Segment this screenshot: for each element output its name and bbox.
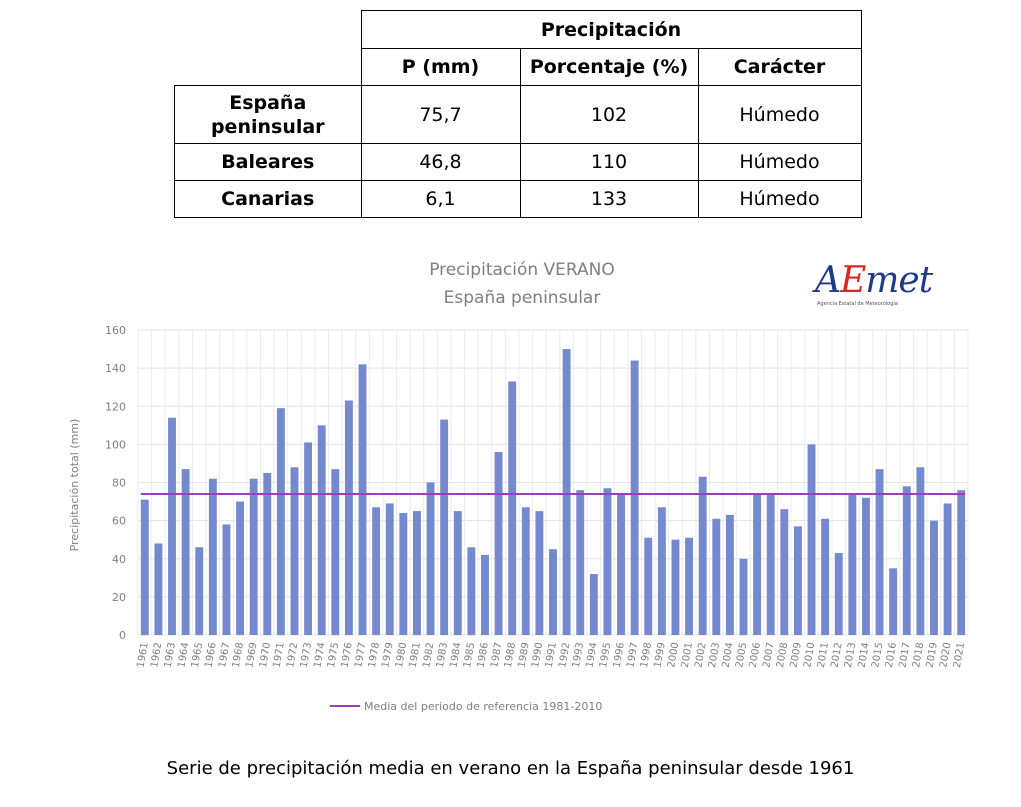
- x-tick-label: 1979: [380, 641, 396, 669]
- x-tick-label: 1998: [638, 641, 655, 669]
- x-tick-label: 2008: [775, 641, 791, 669]
- chart-title: Precipitación VERANO: [429, 260, 615, 280]
- x-tick-label: 1968: [230, 641, 247, 669]
- x-tick-label: 1966: [203, 641, 219, 669]
- table-cell-char: Húmedo: [698, 144, 861, 181]
- bar-1985: [467, 547, 475, 635]
- x-tick-label: 1964: [176, 641, 192, 669]
- bar-1968: [236, 502, 244, 635]
- summary-table: [174, 10, 862, 218]
- empty-corner-cell: [175, 11, 362, 49]
- chart-svg: [60, 250, 980, 730]
- x-tick-label: 1965: [189, 641, 206, 669]
- bar-1962: [154, 544, 162, 636]
- bar-2020: [944, 503, 952, 635]
- x-tick-label: 2005: [734, 641, 750, 669]
- y-tick-label: 160: [105, 324, 126, 337]
- bar-1982: [427, 483, 435, 636]
- bar-2007: [767, 494, 775, 635]
- x-tick-label: 1991: [543, 641, 559, 669]
- bar-1989: [522, 507, 530, 635]
- bar-1995: [603, 488, 611, 635]
- bar-1981: [413, 511, 421, 635]
- bar-1972: [291, 467, 299, 635]
- x-tick-label: 1963: [162, 641, 178, 669]
- empty-corner-cell: [175, 49, 362, 86]
- bar-1998: [644, 538, 652, 635]
- bar-2016: [889, 568, 897, 635]
- bar-2011: [821, 519, 829, 635]
- x-tick-label: 2007: [761, 641, 777, 669]
- x-tick-label: 1992: [557, 641, 573, 669]
- bar-1987: [495, 452, 503, 635]
- x-tick-label: 1975: [325, 641, 342, 669]
- bar-1996: [617, 494, 625, 635]
- x-tick-label: 1987: [489, 641, 505, 669]
- y-tick-layer: [105, 324, 126, 642]
- legend-label: Media del periodo de referencia 1981-2010: [364, 700, 603, 713]
- x-tick-label: 2004: [720, 641, 736, 669]
- x-tick-layer: [136, 642, 968, 669]
- table-row: [175, 86, 862, 144]
- group-header: Precipitación: [361, 11, 861, 49]
- x-tick-label: 1988: [502, 641, 519, 669]
- col-header-pct: Porcentaje (%): [520, 49, 698, 86]
- bar-1967: [222, 524, 230, 635]
- bar-1988: [508, 381, 516, 635]
- x-tick-label: 1996: [611, 641, 627, 669]
- bar-1992: [563, 349, 571, 635]
- bar-1997: [631, 361, 639, 636]
- x-tick-label: 2002: [693, 641, 709, 669]
- y-axis-label: Precipitación total (mm): [68, 418, 81, 552]
- bar-2008: [780, 509, 788, 635]
- x-tick-label: 1989: [516, 641, 532, 669]
- table-cell-p: 75,7: [361, 86, 520, 144]
- x-tick-label: 1983: [434, 641, 451, 669]
- precipitation-chart: [60, 250, 980, 730]
- bars-layer: [141, 349, 965, 635]
- x-tick-label: 1971: [271, 641, 287, 669]
- bar-1970: [263, 473, 271, 635]
- table-cell-char: Húmedo: [698, 181, 861, 218]
- table-cell-p: 46,8: [361, 144, 520, 181]
- x-tick-label: 2012: [829, 641, 845, 669]
- bar-1976: [345, 401, 353, 635]
- bar-2018: [916, 467, 924, 635]
- x-tick-label: 2006: [747, 641, 764, 669]
- x-tick-label: 1977: [353, 641, 369, 669]
- table-cell-p: 6,1: [361, 181, 520, 218]
- x-tick-label: 2015: [870, 641, 886, 669]
- y-tick-label: 60: [112, 514, 126, 528]
- y-tick-label: 80: [112, 476, 126, 490]
- bar-2019: [930, 521, 938, 635]
- x-tick-label: 2000: [666, 641, 682, 669]
- x-tick-label: 2011: [815, 641, 832, 669]
- table-row: [175, 144, 862, 181]
- x-tick-label: 1985: [462, 641, 478, 669]
- table-cell-pct: 133: [520, 181, 698, 218]
- bar-2001: [685, 538, 693, 635]
- bar-2013: [848, 494, 856, 635]
- bar-1994: [590, 574, 598, 635]
- row-header: Canarias: [175, 181, 362, 218]
- bar-1969: [250, 479, 258, 635]
- x-tick-label: 1967: [217, 641, 233, 669]
- x-tick-label: 1993: [570, 641, 587, 669]
- bar-2014: [862, 498, 870, 635]
- x-tick-label: 1962: [149, 641, 165, 669]
- x-tick-label: 1984: [448, 641, 464, 669]
- bar-1983: [440, 420, 448, 635]
- x-tick-label: 1976: [339, 641, 355, 669]
- x-tick-label: 2013: [843, 641, 859, 669]
- bar-2010: [808, 444, 816, 635]
- legend: [330, 700, 602, 713]
- bar-1993: [576, 490, 584, 635]
- x-tick-label: 1995: [598, 641, 614, 669]
- x-tick-label: 1981: [407, 641, 423, 669]
- row-header: Baleares: [175, 144, 362, 181]
- x-tick-label: 1969: [244, 641, 260, 669]
- x-tick-label: 2016: [883, 641, 900, 669]
- col-header-p: P (mm): [361, 49, 520, 86]
- row-header: España peninsular: [175, 86, 362, 144]
- bar-2012: [835, 553, 843, 635]
- x-tick-label: 2003: [706, 641, 723, 669]
- bar-1961: [141, 500, 149, 635]
- x-tick-label: 1961: [135, 641, 151, 669]
- chart-subtitle: España peninsular: [443, 288, 601, 308]
- x-tick-label: 2017: [897, 641, 913, 669]
- bar-1971: [277, 408, 285, 635]
- y-tick-label: 20: [112, 590, 126, 604]
- x-tick-label: 2014: [856, 641, 872, 669]
- x-tick-label: 1994: [584, 641, 600, 669]
- bar-1966: [209, 479, 217, 635]
- x-tick-label: 2009: [788, 641, 804, 669]
- table-cell-char: Húmedo: [698, 86, 861, 144]
- bar-1984: [454, 511, 462, 635]
- bar-2021: [957, 490, 965, 635]
- x-tick-label: 2018: [911, 641, 927, 669]
- x-tick-label: 1972: [285, 641, 301, 669]
- bar-2004: [726, 515, 734, 635]
- bar-2000: [672, 540, 680, 635]
- bar-1980: [399, 513, 407, 635]
- bar-1979: [386, 503, 394, 635]
- x-tick-label: 1990: [530, 641, 546, 669]
- x-tick-label: 2001: [679, 641, 696, 669]
- bar-2017: [903, 486, 911, 635]
- bar-1977: [359, 364, 367, 635]
- bar-2006: [753, 494, 761, 635]
- aemet-logo: [815, 260, 935, 310]
- bar-1973: [304, 442, 312, 635]
- bar-1990: [535, 511, 543, 635]
- table-row: [175, 181, 862, 218]
- bar-1999: [658, 507, 666, 635]
- x-tick-label: 1974: [312, 641, 328, 669]
- y-tick-label: 140: [105, 362, 126, 376]
- x-tick-label: 1970: [257, 641, 274, 669]
- bar-2005: [740, 559, 748, 635]
- bar-1978: [372, 507, 380, 635]
- x-tick-label: 1978: [366, 641, 383, 669]
- x-tick-label: 1999: [652, 641, 668, 669]
- y-tick-label: 120: [105, 400, 126, 414]
- bar-1986: [481, 555, 489, 635]
- x-tick-label: 1980: [394, 641, 410, 669]
- figure-caption: Serie de precipitación media en verano en la España peninsular desde 1961: [166, 758, 855, 779]
- bar-2003: [712, 519, 720, 635]
- x-tick-label: 1982: [421, 641, 437, 669]
- y-tick-label: 0: [119, 629, 126, 642]
- bar-1974: [318, 425, 326, 635]
- y-tick-label: 100: [105, 438, 126, 452]
- x-tick-label: 1997: [625, 641, 641, 669]
- table-cell-pct: 102: [520, 86, 698, 144]
- logo-subtitle: Agencia Estatal de Meteorología: [817, 301, 898, 307]
- bar-1991: [549, 549, 557, 635]
- logo-wordmark: AEmet: [815, 260, 933, 301]
- table-cell-pct: 110: [520, 144, 698, 181]
- bar-2002: [699, 477, 707, 635]
- x-tick-label: 2019: [924, 641, 940, 669]
- x-tick-label: 1973: [298, 641, 315, 669]
- bar-1965: [195, 547, 203, 635]
- x-tick-label: 1986: [475, 641, 491, 669]
- y-tick-label: 40: [112, 552, 126, 566]
- x-tick-label: 2020: [938, 641, 954, 669]
- col-header-char: Carácter: [698, 49, 861, 86]
- x-tick-label: 2010: [802, 641, 818, 669]
- bar-2009: [794, 526, 802, 635]
- bar-1963: [168, 418, 176, 635]
- x-tick-label: 2021: [951, 641, 968, 669]
